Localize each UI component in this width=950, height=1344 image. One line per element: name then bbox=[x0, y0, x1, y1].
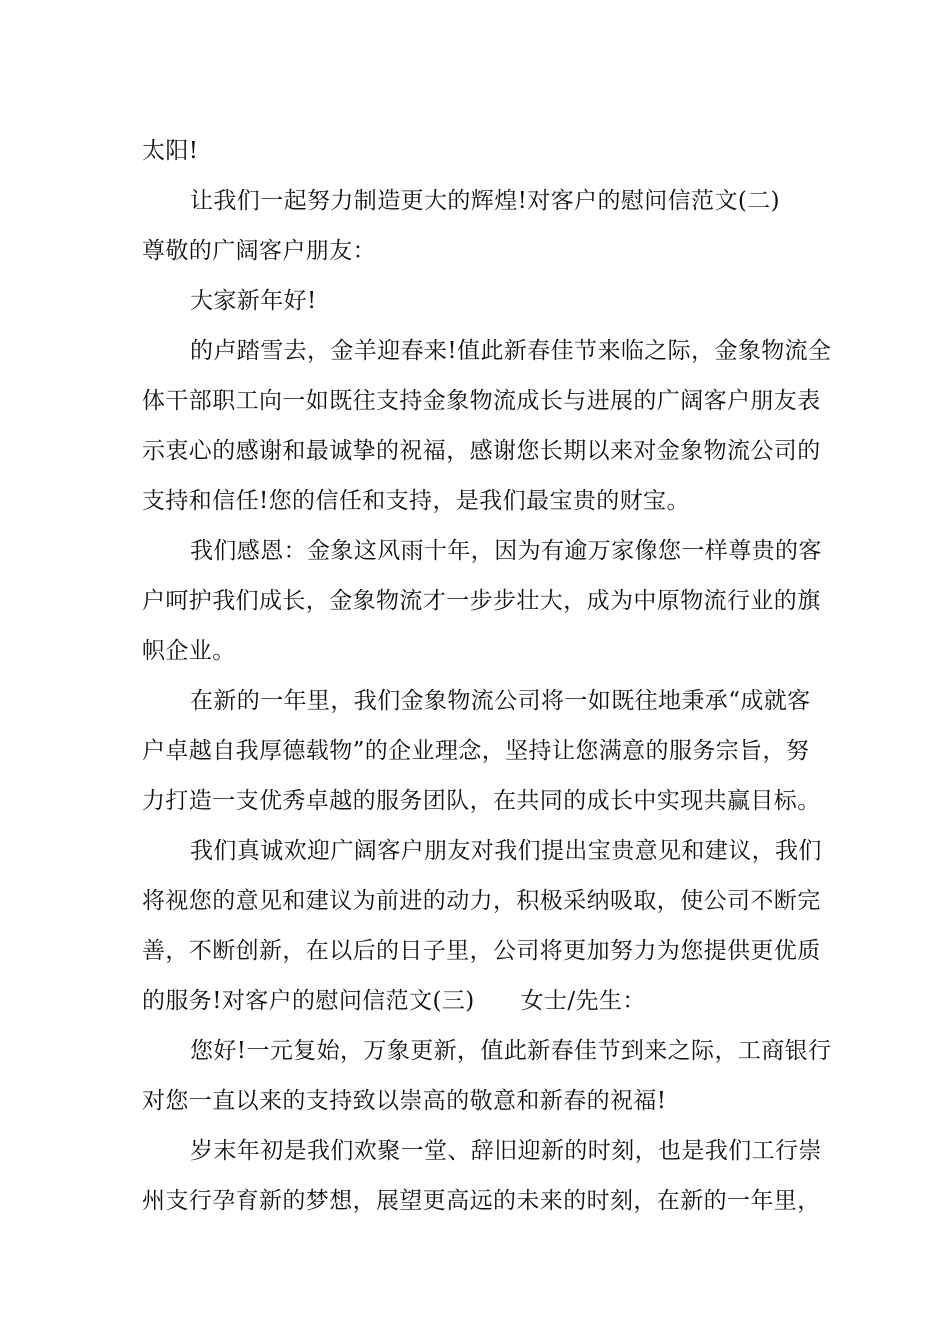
text-line: 大家新年好! bbox=[190, 288, 317, 314]
text-line: 户卓越自我厚德载物”的企业理念，坚持让您满意的服务宗旨，努 bbox=[142, 738, 810, 764]
text-line: 体干部职工向一如既往支持金象物流成长与进展的广阔客户朋友表 bbox=[142, 388, 821, 414]
text-line: 尊敬的广阔客户朋友： bbox=[142, 238, 376, 264]
text-line: 州支行孕育新的梦想，展望更高远的未来的时刻，在新的一年里， bbox=[142, 1188, 821, 1214]
text-line: 对您一直以来的支持致以崇高的敬意和新春的祝福! bbox=[142, 1088, 667, 1114]
text-line: 示衷心的感谢和最诚挚的祝福，感谢您长期以来对金象物流公司的 bbox=[142, 438, 821, 464]
text-line: 太阳! bbox=[142, 138, 199, 164]
text-line: 力打造一支优秀卓越的服务团队，在共同的成长中实现共赢目标。 bbox=[142, 788, 821, 814]
text-line-with-gap bbox=[142, 986, 646, 1016]
text-line: 帜企业。 bbox=[142, 638, 236, 664]
text-line: 户呵护我们成长，金象物流才一步步壮大，成为中原物流行业的旗 bbox=[142, 588, 821, 614]
text-line: 将视您的意见和建议为前进的动力，积极采纳吸取，使公司不断完 bbox=[142, 888, 821, 914]
text-line: 让我们一起努力制造更大的辉煌!对客户的慰问信范文(二) bbox=[190, 188, 780, 214]
text-line: 善，不断创新，在以后的日子里，公司将更加努力为您提供更优质 bbox=[142, 938, 821, 964]
text-line: 在新的一年里，我们金象物流公司将一如既往地秉承“成就客 bbox=[190, 688, 811, 714]
text-line: 我们真诚欢迎广阔客户朋友对我们提出宝贵意见和建议，我们 bbox=[190, 838, 822, 864]
text-segment: 的服务!对客户的慰问信范文(三) bbox=[142, 988, 475, 1014]
text-segment: 女士/先生： bbox=[520, 988, 646, 1014]
text-line: 的卢踏雪去，金羊迎春来!值此新春佳节来临之际，金象物流全 bbox=[190, 338, 832, 364]
text-line: 支持和信任!您的信任和支持，是我们最宝贵的财宝。 bbox=[142, 488, 690, 514]
text-line: 我们感恩：金象这风雨十年，因为有逾万家像您一样尊贵的客 bbox=[190, 538, 822, 564]
text-line: 您好!一元复始，万象更新，值此新春佳节到来之际，工商银行 bbox=[190, 1038, 832, 1064]
text-line: 岁末年初是我们欢聚一堂、辞旧迎新的时刻，也是我们工行崇 bbox=[190, 1138, 822, 1164]
